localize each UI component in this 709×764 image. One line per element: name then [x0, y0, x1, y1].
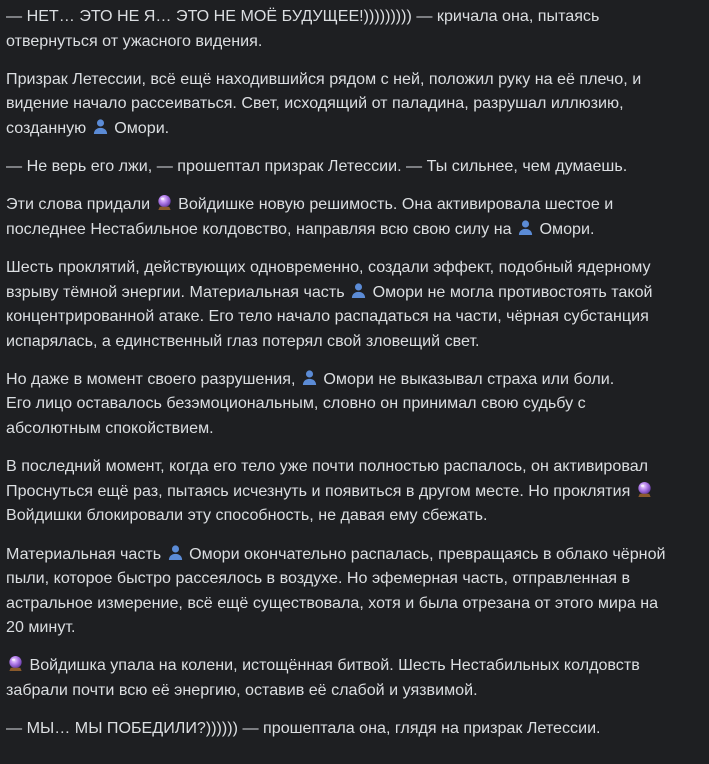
text-segment: абсолютным спокойствием. — [6, 418, 214, 437]
text-line — [6, 280, 700, 305]
text-line — [6, 454, 700, 479]
text-segment: созданную — [6, 118, 91, 137]
text-line — [6, 503, 700, 528]
text-line — [6, 329, 700, 354]
text-segment: концентрированной атаке. Его тело начало распадаться на части, чёрная субстанция — [6, 307, 649, 326]
text-segment: Его лицо оставалось безэмоциональным, словно он принимал свою судьбу с — [6, 394, 586, 413]
text-line — [6, 192, 700, 217]
text-line — [6, 154, 700, 179]
text-segment: пыли, которое быстро рассеялось в воздухе. Но эфемерная часть, отправленная в — [6, 569, 631, 588]
bust-in-silhouette-icon — [350, 282, 367, 299]
bust-in-silhouette-icon — [167, 544, 184, 561]
message-paragraph — [6, 367, 700, 441]
bust-in-silhouette-icon — [517, 219, 534, 236]
message-paragraph — [6, 653, 700, 702]
text-line — [6, 217, 700, 242]
message-paragraph — [6, 192, 700, 241]
message-paragraph — [6, 454, 700, 528]
text-segment: — НЕТ… ЭТО НЕ Я… ЭТО НЕ МОЁ БУДУЩЕЕ!))))))))) — кричала она, пытаясь — [6, 7, 600, 25]
text-segment: — МЫ… МЫ ПОБЕДИЛИ?)))))) — прошептала она, глядя на призрак Летессии. — [6, 719, 601, 738]
crystal-ball-icon — [636, 481, 653, 498]
text-line — [6, 4, 700, 29]
text-segment: астральное измерение, всё ещё существовала, хотя и была отрезана от этого мира на — [6, 593, 659, 612]
text-segment: В последний момент, когда его тело уже почти полностью распалось, он активировал — [6, 457, 649, 476]
text-segment: испарялась, а единственный глаз потерял свой зловещий свет. — [6, 331, 480, 350]
message-paragraph — [6, 4, 700, 53]
bust-in-silhouette-icon — [301, 369, 318, 386]
text-segment: Войдишки блокировали эту способность, не давая ему сбежать. — [6, 506, 488, 525]
text-segment: Призрак Летессии, всё ещё находившийся рядом с ней, положил руку на её плечо, и — [6, 69, 642, 88]
crystal-ball-icon — [156, 194, 173, 211]
text-segment: Проснуться ещё раз, пытаясь исчезнуть и появиться в другом месте. Но проклятия — [6, 481, 635, 500]
text-segment: отвернуться от ужасного видения. — [6, 31, 263, 50]
text-line — [6, 67, 700, 92]
text-line — [6, 615, 700, 640]
text-segment: забрали почти всю её энергию, оставив её слабой и уязвимой. — [6, 680, 478, 699]
text-segment: Эти слова придали — [6, 195, 155, 214]
text-line — [6, 367, 700, 392]
text-segment: Войдишке новую решимость. Она активировала шестое и — [173, 195, 614, 214]
text-line — [6, 29, 700, 54]
crystal-ball-icon — [7, 655, 24, 672]
text-line — [6, 678, 700, 703]
text-line — [6, 591, 700, 616]
text-line — [6, 391, 700, 416]
text-line — [6, 479, 700, 504]
text-segment: Войдишка упала на колени, истощённая битвой. Шесть Нестабильных колдовств — [25, 656, 640, 675]
text-line — [6, 255, 700, 280]
message-paragraph — [6, 67, 700, 141]
text-segment: — Не верь его лжи, — прошептал призрак Летессии. — Ты сильнее, чем думаешь. — [6, 157, 628, 176]
text-segment: Омори не могла противостоять такой — [368, 282, 653, 301]
text-segment: взрыву тёмной энергии. Материальная часть — [6, 282, 350, 301]
text-segment: последнее Нестабильное колдовство, направляя всю свою силу на — [6, 219, 517, 238]
text-segment: Омори. — [535, 219, 595, 238]
text-segment: Материальная часть — [6, 544, 166, 563]
text-line — [6, 716, 700, 741]
text-line — [6, 116, 700, 141]
message-paragraph — [6, 255, 700, 353]
bust-in-silhouette-icon — [92, 118, 109, 135]
text-line — [6, 91, 700, 116]
message-paragraph — [6, 154, 700, 179]
text-line — [6, 542, 700, 567]
text-segment: Шесть проклятий, действующих одновременно, создали эффект, подобный ядерному — [6, 258, 651, 277]
text-segment: Но даже в момент своего разрушения, — [6, 369, 300, 388]
text-segment: Омори. — [109, 118, 170, 137]
text-segment: Омори окончательно распалась, превращаясь в облако чёрной — [184, 544, 666, 563]
text-line — [6, 653, 700, 678]
text-line — [6, 304, 700, 329]
text-line — [6, 566, 700, 591]
text-segment: видение начало рассеиваться. Свет, исходящий от паладина, разрушал иллюзию, — [6, 94, 624, 113]
message-paragraph — [6, 716, 700, 741]
text-segment: 20 минут. — [6, 618, 76, 637]
text-line — [6, 416, 700, 441]
message-paragraph — [6, 542, 700, 640]
text-segment: Омори не выказывал страха или боли. — [318, 369, 615, 388]
